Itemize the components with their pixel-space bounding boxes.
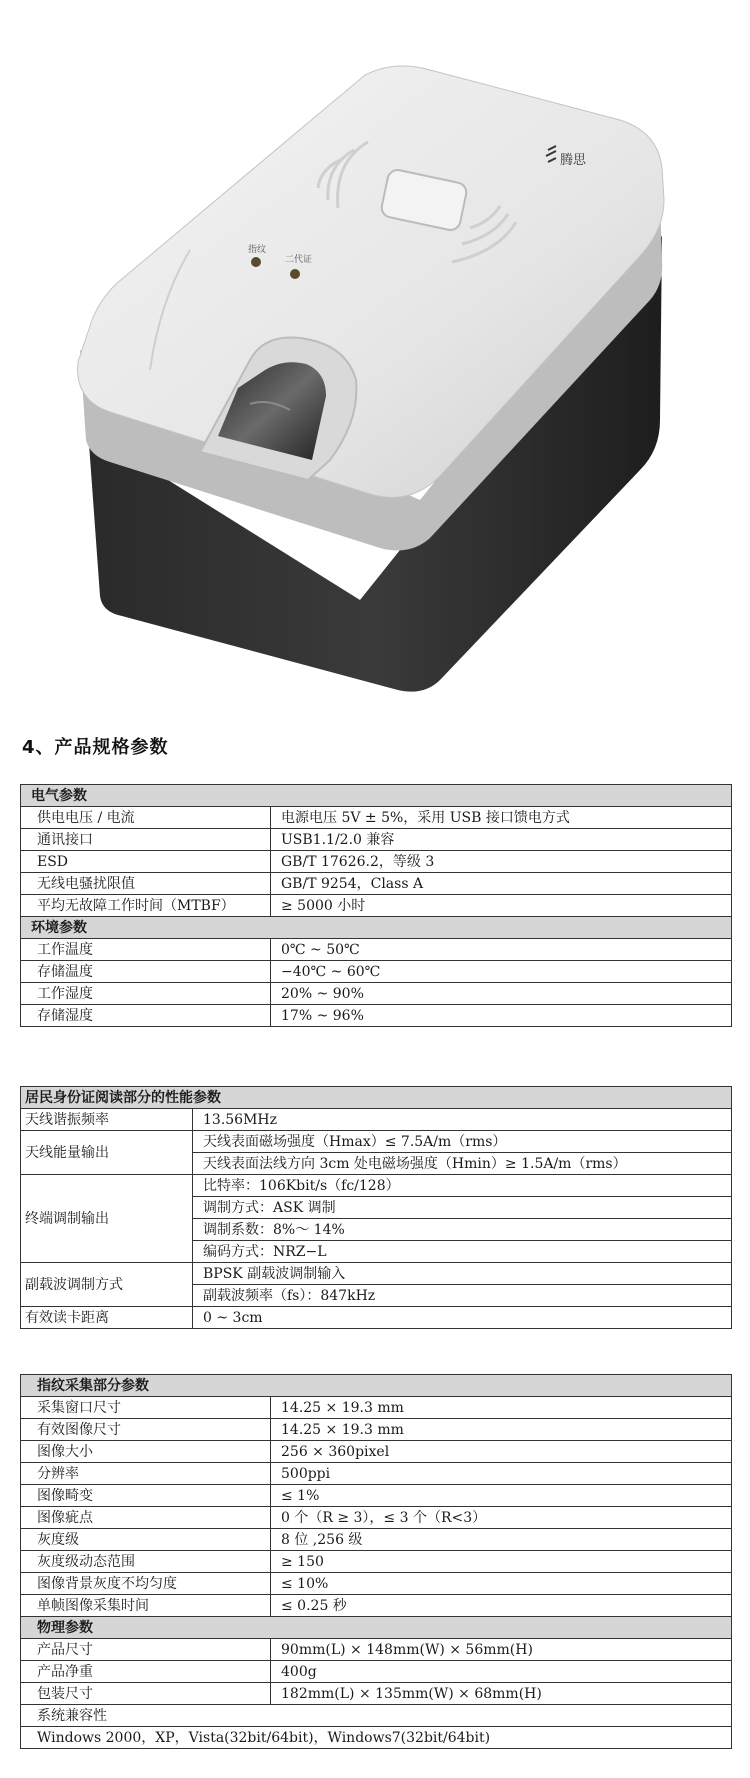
table-row: 图像大小 256 × 360pixel bbox=[21, 1441, 732, 1463]
table-row: 无线电骚扰限值 GB/T 9254，Class A bbox=[21, 873, 732, 895]
svg-text:指纹: 指纹 bbox=[248, 245, 267, 255]
table-row: 天线谐振频率 13.56MHz bbox=[21, 1109, 732, 1131]
table-row: 产品净重 400g bbox=[21, 1661, 732, 1683]
table-row: 工作湿度 20% ~ 90% bbox=[21, 983, 732, 1005]
table-row: 有效图像尺寸 14.25 × 19.3 mm bbox=[21, 1419, 732, 1441]
table-row: 副载波频率（fs）：847kHz bbox=[21, 1285, 732, 1307]
table-row: 灰度级动态范围 ≥ 150 bbox=[21, 1551, 732, 1573]
table-row: 单帧图像采集时间 ≤ 0.25 秒 bbox=[21, 1595, 732, 1617]
electrical-environment-table bbox=[20, 784, 732, 1027]
id-reader-table bbox=[20, 1086, 732, 1329]
section-heading: 4、产品规格参数 bbox=[22, 737, 169, 758]
table-row: 存储湿度 17% ~ 96% bbox=[21, 1005, 732, 1027]
environment-title: 环境参数 bbox=[21, 917, 732, 939]
table-row: 供电电压 / 电流 电源电压 5V ± 5%，采用 USB 接口馈电方式 bbox=[21, 807, 732, 829]
table-row: 编码方式：NRZ−L bbox=[21, 1241, 732, 1263]
table-row: 工作温度 0℃ ~ 50℃ bbox=[21, 939, 732, 961]
table-row: 天线表面法线方向 3cm 处电磁场强度（Hmin）≥ 1.5A/m（rms） bbox=[21, 1153, 732, 1175]
table-row: 分辨率 500ppi bbox=[21, 1463, 732, 1485]
physical-title: 物理参数 bbox=[21, 1617, 732, 1639]
svg-text:腾思: 腾思 bbox=[560, 153, 587, 168]
table-row: 天线能量输出 天线表面磁场强度（Hmax）≤ 7.5A/m（rms） bbox=[21, 1131, 732, 1153]
table-row: 副载波调制方式 BPSK 副载波调制输入 bbox=[21, 1263, 732, 1285]
table-row: 终端调制输出 比特率：106Kbit/s（fc/128） bbox=[21, 1175, 732, 1197]
table-row: 图像背景灰度不均匀度 ≤ 10% bbox=[21, 1573, 732, 1595]
electrical-title: 电气参数 bbox=[21, 785, 732, 807]
table-row: 调制系数：8%～ 14% bbox=[21, 1219, 732, 1241]
table-row: 有效读卡距离 0 ~ 3cm bbox=[21, 1307, 732, 1329]
table-row: 图像畸变 ≤ 1% bbox=[21, 1485, 732, 1507]
table-row: 采集窗口尺寸 14.25 × 19.3 mm bbox=[21, 1397, 732, 1419]
table-row: 平均无故障工作时间（MTBF） ≥ 5000 小时 bbox=[21, 895, 732, 917]
table-row: 通讯接口 USB1.1/2.0 兼容 bbox=[21, 829, 732, 851]
table-row: 产品尺寸 90mm(L) × 148mm(W) × 56mm(H) bbox=[21, 1639, 732, 1661]
table-row: 系统兼容性 bbox=[21, 1705, 732, 1727]
fingerprint-title: 指纹采集部分参数 bbox=[21, 1375, 732, 1397]
table-row: Windows 2000，XP，Vista(32bit/64bit)，Windows7(32bit/64bit) bbox=[21, 1727, 732, 1749]
id-reader-title: 居民身份证阅读部分的性能参数 bbox=[21, 1087, 732, 1109]
table-row: 灰度级 8 位 ,256 级 bbox=[21, 1529, 732, 1551]
table-row: 图像疵点 0 个（R ≥ 3），≤ 3 个（R<3） bbox=[21, 1507, 732, 1529]
product-photo bbox=[0, 0, 750, 700]
fingerprint-physical-table bbox=[20, 1374, 732, 1749]
table-row: 包装尺寸 182mm(L) × 135mm(W) × 68mm(H) bbox=[21, 1683, 732, 1705]
table-row: 存储温度 −40℃ ~ 60℃ bbox=[21, 961, 732, 983]
table-row: 调制方式：ASK 调制 bbox=[21, 1197, 732, 1219]
table-row: ESD GB/T 17626.2，等级 3 bbox=[21, 851, 732, 873]
svg-text:二代证: 二代证 bbox=[285, 255, 313, 265]
